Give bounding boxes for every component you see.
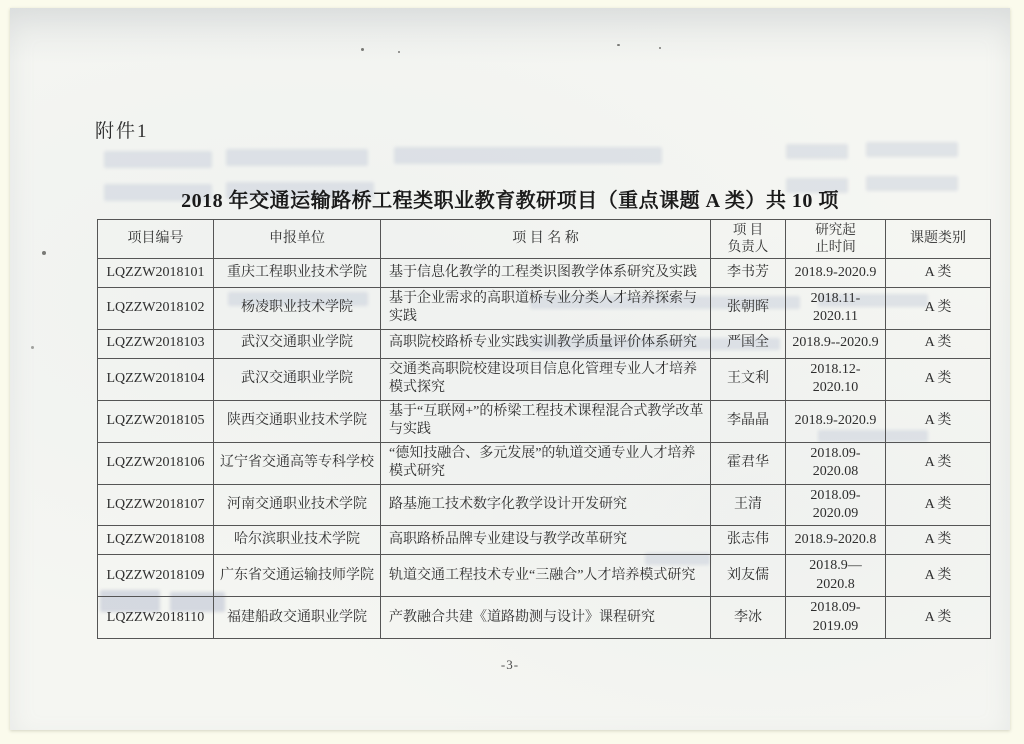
bleedthrough-artifact bbox=[104, 151, 212, 168]
header-project-leader bbox=[711, 220, 786, 259]
cell-org: 河南交通职业技术学院 bbox=[214, 484, 381, 526]
cell-name: 交通类高职院校建设项目信息化管理专业人才培养模式探究 bbox=[381, 358, 711, 400]
cell-name: 路基施工技术数字化教学设计开发研究 bbox=[381, 484, 711, 526]
cell-id: LQZZW2018109 bbox=[98, 555, 214, 597]
cell-id: LQZZW2018104 bbox=[98, 358, 214, 400]
cell-id: LQZZW2018102 bbox=[98, 287, 214, 329]
cell-org: 武汉交通职业学院 bbox=[214, 329, 381, 358]
paper-page bbox=[10, 8, 1010, 730]
header-label: 项 目 bbox=[732, 222, 764, 237]
header-organization bbox=[214, 220, 381, 259]
cell-period: 2018.9-2020.9 bbox=[786, 400, 886, 442]
table-row bbox=[98, 555, 991, 597]
attachment-label: 附件1 bbox=[95, 121, 149, 142]
header-label: 项目编号 bbox=[127, 230, 184, 246]
header-research-period bbox=[786, 220, 886, 259]
table-row bbox=[98, 358, 991, 400]
cell-name: 产教融合共建《道路勘测与设计》课程研究 bbox=[381, 597, 711, 639]
project-table bbox=[97, 219, 991, 639]
bleedthrough-artifact bbox=[786, 144, 848, 159]
cell-period: 2018.9-2020.9 bbox=[786, 258, 886, 287]
cell-category: A 类 bbox=[886, 258, 991, 287]
cell-org: 杨凌职业技术学院 bbox=[214, 287, 381, 329]
bleedthrough-artifact bbox=[226, 149, 368, 166]
table-row bbox=[98, 597, 991, 639]
cell-name: 基于企业需求的高职道桥专业分类人才培养探索与实践 bbox=[381, 287, 711, 329]
cell-org: 福建船政交通职业学院 bbox=[214, 597, 381, 639]
table-row bbox=[98, 442, 991, 484]
cell-org: 辽宁省交通高等专科学校 bbox=[214, 442, 381, 484]
header-label: 课题类别 bbox=[910, 230, 966, 246]
table-row bbox=[98, 526, 991, 555]
bleedthrough-artifact bbox=[866, 142, 958, 157]
cell-category: A 类 bbox=[886, 358, 991, 400]
cell-leader: 霍君华 bbox=[711, 442, 786, 484]
cell-period: 2018.09-2020.09 bbox=[786, 484, 886, 526]
cell-name: 高职路桥品牌专业建设与教学改革研究 bbox=[381, 526, 711, 555]
bleedthrough-artifact bbox=[394, 147, 662, 164]
cell-leader: 张朝晖 bbox=[711, 287, 786, 329]
header-label: 负责人 bbox=[727, 238, 769, 254]
cell-name: 基于“互联网+”的桥梁工程技术课程混合式教学改革与实践 bbox=[381, 400, 711, 442]
cell-org: 重庆工程职业技术学院 bbox=[214, 258, 381, 287]
cell-category: A 类 bbox=[886, 329, 991, 358]
cell-name: 高职院校路桥专业实践实训教学质量评价体系研究 bbox=[381, 329, 711, 358]
cell-leader: 李晶晶 bbox=[711, 400, 786, 442]
cell-id: LQZZW2018106 bbox=[98, 442, 214, 484]
cell-leader: 刘友儒 bbox=[711, 555, 786, 597]
cell-category: A 类 bbox=[886, 484, 991, 526]
cell-period: 2018.12-2020.10 bbox=[786, 358, 886, 400]
cell-category: A 类 bbox=[886, 400, 991, 442]
header-category bbox=[886, 220, 991, 259]
scan-speck bbox=[42, 251, 46, 255]
cell-org: 哈尔滨职业技术学院 bbox=[214, 526, 381, 555]
cell-category: A 类 bbox=[886, 526, 991, 555]
cell-leader: 王清 bbox=[711, 484, 786, 526]
cell-category: A 类 bbox=[886, 287, 991, 329]
cell-period: 2018.09-2020.08 bbox=[786, 442, 886, 484]
scan-speck bbox=[398, 51, 400, 53]
cell-id: LQZZW2018110 bbox=[98, 597, 214, 639]
table-row bbox=[98, 329, 991, 358]
cell-category: A 类 bbox=[886, 442, 991, 484]
document-title: 2018 年交通运输路桥工程类职业教育教研项目（重点课题 A 类）共 10 项 bbox=[181, 190, 839, 212]
scan-speck bbox=[361, 48, 364, 51]
cell-id: LQZZW2018101 bbox=[98, 258, 214, 287]
cell-id: LQZZW2018103 bbox=[98, 329, 214, 358]
table-row bbox=[98, 400, 991, 442]
cell-period: 2018.9-2020.8 bbox=[786, 526, 886, 555]
cell-category: A 类 bbox=[886, 597, 991, 639]
cell-leader: 张志伟 bbox=[711, 526, 786, 555]
cell-category: A 类 bbox=[886, 555, 991, 597]
scan-speck bbox=[31, 346, 34, 349]
cell-period: 2018.11-2020.11 bbox=[786, 287, 886, 329]
table-header-row bbox=[98, 220, 991, 259]
cell-period: 2018.9--2020.9 bbox=[786, 329, 886, 358]
table-body bbox=[98, 258, 991, 639]
cell-leader: 王文利 bbox=[711, 358, 786, 400]
table-row bbox=[98, 484, 991, 526]
header-label: 研究起 bbox=[815, 222, 856, 237]
cell-leader: 李书芳 bbox=[711, 258, 786, 287]
table-row bbox=[98, 287, 991, 329]
cell-id: LQZZW2018108 bbox=[98, 526, 214, 555]
cell-name: “德知技融合、多元发展”的轨道交通专业人才培养模式研究 bbox=[381, 442, 711, 484]
header-project-id bbox=[98, 220, 214, 259]
header-label: 项 目 名 称 bbox=[512, 230, 579, 246]
cell-id: LQZZW2018107 bbox=[98, 484, 214, 526]
scan-speck bbox=[659, 47, 661, 49]
cell-leader: 严国全 bbox=[711, 329, 786, 358]
cell-leader: 李冰 bbox=[711, 597, 786, 639]
page-number: -3- bbox=[500, 657, 520, 672]
header-project-name bbox=[381, 220, 711, 259]
cell-period: 2018.09-2019.09 bbox=[786, 597, 886, 639]
cell-org: 武汉交通职业学院 bbox=[214, 358, 381, 400]
cell-org: 陕西交通职业技术学院 bbox=[214, 400, 381, 442]
scan-speck bbox=[617, 44, 620, 46]
cell-period: 2018.9—2020.8 bbox=[786, 555, 886, 597]
cell-name: 基于信息化教学的工程类识图教学体系研究及实践 bbox=[381, 258, 711, 287]
header-label: 申报单位 bbox=[269, 230, 325, 246]
cell-id: LQZZW2018105 bbox=[98, 400, 214, 442]
cell-name: 轨道交通工程技术专业“三融合”人才培养模式研究 bbox=[381, 555, 711, 597]
header-label: 止时间 bbox=[815, 238, 856, 254]
cell-org: 广东省交通运输技师学院 bbox=[214, 555, 381, 597]
table-row bbox=[98, 258, 991, 287]
